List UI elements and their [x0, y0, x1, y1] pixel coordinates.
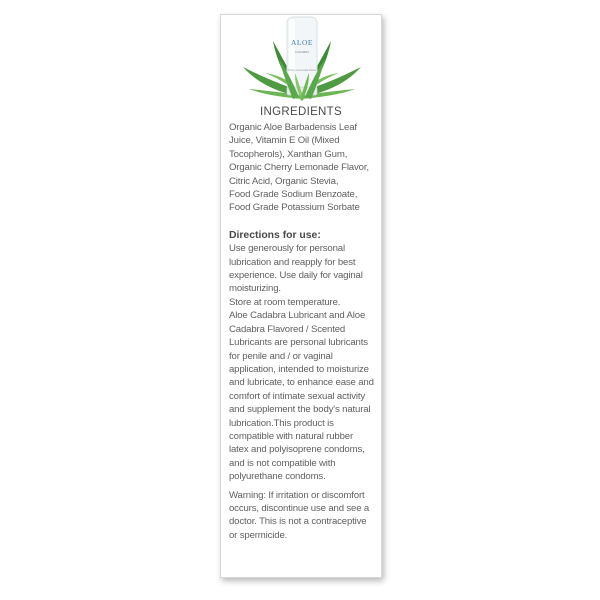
directions-line: lubrication.This product is — [229, 417, 334, 429]
ingredients-heading: INGREDIENTS — [260, 106, 342, 118]
warning-line: Warning: If irritation or discomfort — [229, 489, 365, 501]
directions-line: compatible with natural rubber — [229, 430, 354, 442]
directions-line: polyurethane condoms. — [229, 471, 326, 483]
directions-line: Use generously for personal — [229, 243, 345, 255]
directions-text — [229, 242, 373, 483]
ingredients-text — [229, 121, 373, 215]
product-image — [221, 15, 381, 103]
ingredients-line: Organic Cherry Lemonade Flavor, — [229, 162, 369, 174]
ingredients-panel — [220, 14, 382, 578]
ingredients-line: Juice, Vitamin E Oil (Mixed — [229, 135, 340, 147]
directions-line: Aloe Cadabra Lubricant and Aloe — [229, 310, 366, 322]
ingredients-line: Citric Acid, Organic Stevia, — [229, 175, 339, 187]
warning-line: doctor. This is not a contraceptive — [229, 516, 367, 528]
ingredients-line: Food Grade Sodium Benzoate, — [229, 189, 358, 201]
directions-line: and is not compatible with — [229, 457, 336, 469]
directions-line: and lubricate, to enhance ease and — [229, 377, 374, 389]
directions-line: comfort of intimate sexual activity — [229, 390, 366, 402]
svg-text:Cherry Lemonade Flavor: Cherry Lemonade Flavor — [287, 69, 317, 72]
directions-line: Cadabra Flavored / Scented — [229, 323, 346, 335]
aloe-bottle-image — [221, 15, 383, 103]
brand-logo-text: ALOE — [291, 38, 313, 47]
ingredients-line: Tocopherols), Xanthan Gum, — [229, 148, 348, 160]
directions-line: for penile and / or vaginal — [229, 350, 333, 362]
directions-line: Lubricants are personal lubricants — [229, 337, 368, 349]
svg-text:CADABRA: CADABRA — [294, 50, 310, 54]
directions-heading: Directions for use: — [229, 229, 321, 241]
directions-line: latex and polyisoprene condoms, — [229, 444, 365, 456]
warning-line: occurs, discontinue use and see a — [229, 502, 370, 514]
directions-line: lubrication and reapply for best — [229, 256, 356, 268]
ingredients-line: Organic Aloe Barbadensis Leaf — [229, 122, 357, 133]
warning-line: or spermicide. — [229, 529, 288, 541]
directions-line: application, intended to moisturize — [229, 363, 369, 375]
directions-line: Store at room temperature. — [229, 296, 341, 308]
warning-text — [229, 489, 373, 543]
directions-line: and supplement the body's natural — [229, 404, 371, 416]
directions-line: moisturizing. — [229, 283, 281, 295]
directions-line: experience. Use daily for vaginal — [229, 270, 363, 282]
ingredients-line: Food Grade Potassium Sorbate — [229, 202, 360, 214]
